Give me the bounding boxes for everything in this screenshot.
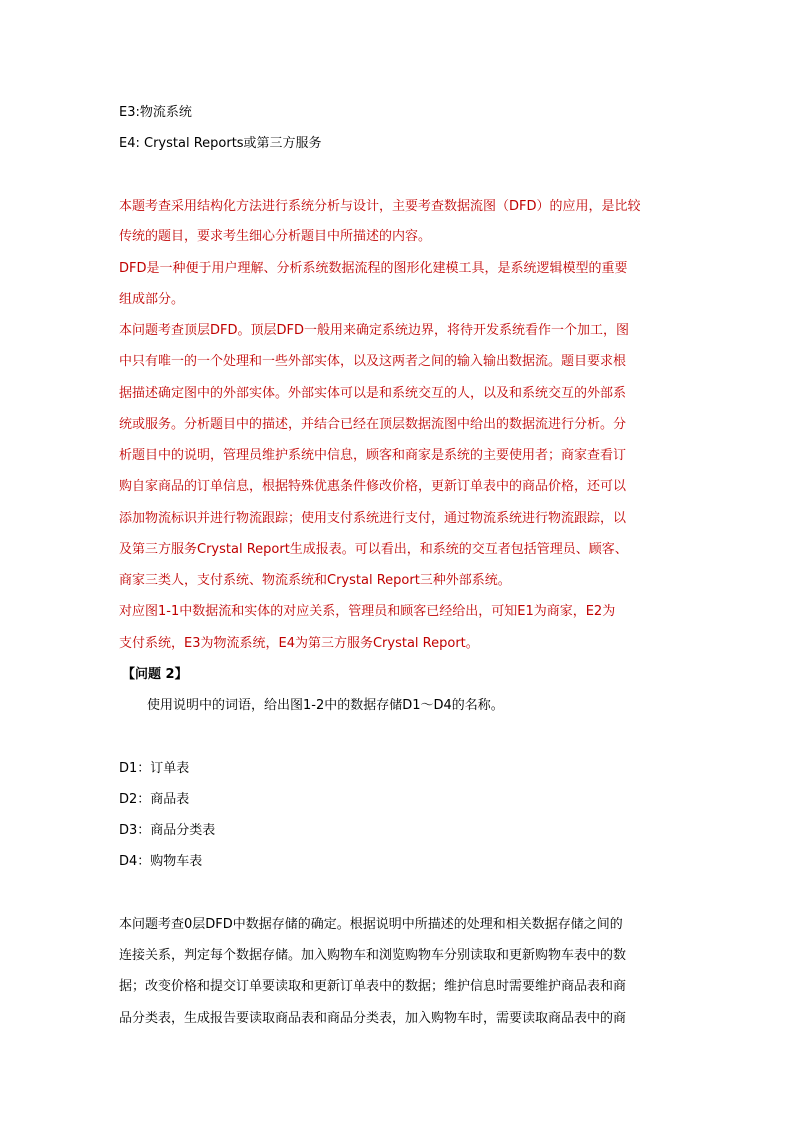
analysis-q1-line: 中只有唯一的一个处理和一些外部实体，以及这两者之间的输入输出数据流。题目要求根 xyxy=(119,354,627,369)
analysis-q1-line: 据描述确定图中的外部实体。外部实体可以是和系统交互的人，以及和系统交互的外部系 xyxy=(119,386,627,401)
analysis-q1-line: 组成部分。 xyxy=(119,292,185,307)
analysis-q2-line: 据；改变价格和提交订单要读取和更新订单表中的数据；维护信息时需要维护商品表和商 xyxy=(119,979,627,994)
analysis-q1-line: 本题考查采用结构化方法进行系统分析与设计，主要考查数据流图（DFD）的应用，是比较 xyxy=(119,199,641,214)
answer-e4: E4: Crystal Reports或第三方服务 xyxy=(119,136,322,151)
analysis-q1-line: 对应图1-1中数据流和实体的对应关系，管理员和顾客已经给出，可知E1为商家，E2为 xyxy=(119,604,616,619)
analysis-q2-line: 本问题考查0层DFD中数据存储的确定。根据说明中所描述的处理和相关数据存储之间的 xyxy=(119,917,623,932)
analysis-q1-line: 统或服务。分析题目中的描述，并结合已经在顶层数据流图中给出的数据流进行分析。分 xyxy=(119,417,627,432)
question-2-heading: 【问题 2】 xyxy=(122,667,188,682)
analysis-q1-line: 传统的题目，要求考生细心分析题目中所描述的内容。 xyxy=(119,229,432,244)
analysis-q2-line: 品分类表，生成报告要读取商品表和商品分类表，加入购物车时，需要读取商品表中的商 xyxy=(119,1011,627,1026)
answer-e3: E3:物流系统 xyxy=(119,105,192,120)
analysis-q1-line: 商家三类人，支付系统、物流系统和Crystal Report三种外部系统。 xyxy=(119,573,511,588)
answer-d1: D1：订单表 xyxy=(119,761,190,776)
analysis-q1-line: 添加物流标识并进行物流跟踪；使用支付系统进行支付，通过物流系统进行物流跟踪，以 xyxy=(119,511,627,526)
analysis-q1-line: 本问题考查顶层DFD。顶层DFD一般用来确定系统边界，将待开发系统看作一个加工，图 xyxy=(119,323,629,338)
analysis-q1-line: 及第三方服务Crystal Report生成报表。可以看出，和系统的交互者包括管理员、顾客、 xyxy=(119,542,628,557)
analysis-q1-line: 支付系统，E3为物流系统，E4为第三方服务Crystal Report。 xyxy=(119,636,479,651)
analysis-q1-line: DFD是一种便于用户理解、分析系统数据流程的图形化建模工具，是系统逻辑模型的重要 xyxy=(119,261,628,276)
answer-d4: D4：购物车表 xyxy=(119,854,203,869)
analysis-q1-line: 析题目中的说明，管理员维护系统中信息，顾客和商家是系统的主要使用者；商家查看订 xyxy=(119,448,627,463)
question-2-prompt: 使用说明中的词语，给出图1-2中的数据存储D1～D4的名称。 xyxy=(147,698,504,713)
answer-d3: D3：商品分类表 xyxy=(119,823,216,838)
analysis-q1-line: 购自家商品的订单信息，根据特殊优惠条件修改价格，更新订单表中的商品价格，还可以 xyxy=(119,479,627,494)
answer-d2: D2：商品表 xyxy=(119,792,190,807)
analysis-q2-line: 连接关系，判定每个数据存储。加入购物车和浏览购物车分别读取和更新购物车表中的数 xyxy=(119,948,627,963)
